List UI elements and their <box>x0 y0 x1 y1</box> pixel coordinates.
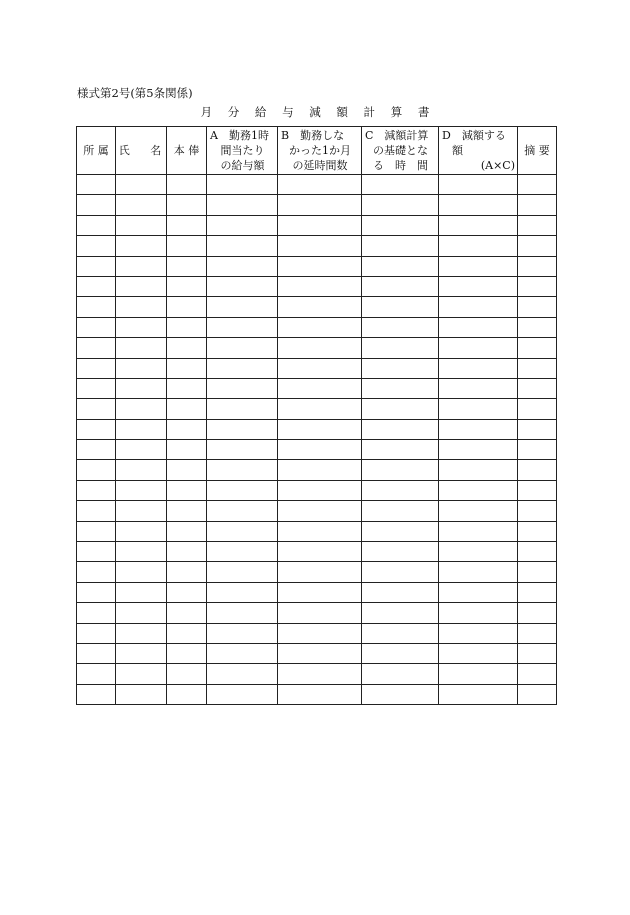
cell-base-salary <box>167 460 207 480</box>
table-row <box>77 480 557 500</box>
cell-col-c <box>362 623 439 643</box>
cell-remarks <box>518 297 557 317</box>
cell-base-salary <box>167 664 207 684</box>
cell-col-d <box>439 175 518 195</box>
cell-base-salary <box>167 358 207 378</box>
cell-base-salary <box>167 521 207 541</box>
cell-col-c <box>362 338 439 358</box>
table-row <box>77 562 557 582</box>
cell-col-b <box>278 664 362 684</box>
cell-base-salary <box>167 195 207 215</box>
cell-col-a <box>207 236 278 256</box>
cell-col-a <box>207 684 278 704</box>
cell-col-a <box>207 378 278 398</box>
cell-name <box>116 338 167 358</box>
cell-name <box>116 358 167 378</box>
cell-base-salary <box>167 562 207 582</box>
header-col-b-line-2: かった1か月 <box>289 144 351 157</box>
cell-col-d <box>439 684 518 704</box>
cell-name <box>116 276 167 296</box>
document-title: 月 分 給 与 減 額 計 算 書 <box>200 105 436 119</box>
cell-base-salary <box>167 542 207 562</box>
cell-remarks <box>518 521 557 541</box>
cell-col-a <box>207 562 278 582</box>
cell-base-salary <box>167 440 207 460</box>
cell-col-c <box>362 236 439 256</box>
cell-col-c <box>362 480 439 500</box>
table-row <box>77 603 557 623</box>
cell-affiliation <box>77 521 116 541</box>
cell-col-c <box>362 358 439 378</box>
cell-col-c <box>362 215 439 235</box>
cell-name <box>116 643 167 663</box>
cell-col-d <box>439 623 518 643</box>
cell-affiliation <box>77 215 116 235</box>
cell-col-d <box>439 521 518 541</box>
cell-remarks <box>518 358 557 378</box>
cell-col-d <box>439 317 518 337</box>
table-row <box>77 195 557 215</box>
cell-remarks <box>518 664 557 684</box>
cell-col-a <box>207 542 278 562</box>
cell-remarks <box>518 501 557 521</box>
cell-col-b <box>278 501 362 521</box>
cell-col-c <box>362 276 439 296</box>
cell-affiliation <box>77 603 116 623</box>
cell-col-a <box>207 501 278 521</box>
cell-col-b <box>278 236 362 256</box>
cell-col-b <box>278 460 362 480</box>
cell-col-d <box>439 215 518 235</box>
cell-base-salary <box>167 501 207 521</box>
cell-base-salary <box>167 276 207 296</box>
cell-affiliation <box>77 276 116 296</box>
table-row <box>77 664 557 684</box>
cell-remarks <box>518 643 557 663</box>
cell-base-salary <box>167 684 207 704</box>
cell-col-b <box>278 521 362 541</box>
cell-remarks <box>518 562 557 582</box>
table-row <box>77 582 557 602</box>
cell-col-d <box>439 542 518 562</box>
cell-col-c <box>362 684 439 704</box>
cell-col-d <box>439 195 518 215</box>
cell-col-b <box>278 562 362 582</box>
cell-affiliation <box>77 399 116 419</box>
cell-remarks <box>518 378 557 398</box>
cell-remarks <box>518 542 557 562</box>
cell-col-d <box>439 419 518 439</box>
cell-remarks <box>518 440 557 460</box>
cell-col-c <box>362 582 439 602</box>
cell-col-c <box>362 256 439 276</box>
cell-affiliation <box>77 338 116 358</box>
cell-remarks <box>518 582 557 602</box>
cell-col-d <box>439 236 518 256</box>
cell-col-d <box>439 603 518 623</box>
cell-col-c <box>362 460 439 480</box>
cell-name <box>116 215 167 235</box>
cell-remarks <box>518 623 557 643</box>
cell-col-a <box>207 317 278 337</box>
cell-col-b <box>278 256 362 276</box>
form-number: 様式第2号(第5条関係) <box>77 86 193 100</box>
cell-base-salary <box>167 256 207 276</box>
cell-col-d <box>439 276 518 296</box>
cell-col-d <box>439 378 518 398</box>
cell-affiliation <box>77 582 116 602</box>
cell-name <box>116 460 167 480</box>
cell-affiliation <box>77 419 116 439</box>
cell-name <box>116 317 167 337</box>
cell-base-salary <box>167 175 207 195</box>
cell-name <box>116 501 167 521</box>
cell-remarks <box>518 684 557 704</box>
cell-name <box>116 562 167 582</box>
cell-base-salary <box>167 215 207 235</box>
cell-col-b <box>278 317 362 337</box>
cell-col-c <box>362 317 439 337</box>
header-base-salary: 本 俸 <box>167 127 207 175</box>
cell-col-c <box>362 419 439 439</box>
cell-col-b <box>278 378 362 398</box>
table-row <box>77 542 557 562</box>
cell-col-b <box>278 276 362 296</box>
cell-name <box>116 480 167 500</box>
cell-col-a <box>207 603 278 623</box>
cell-base-salary <box>167 317 207 337</box>
table-row <box>77 338 557 358</box>
cell-name <box>116 256 167 276</box>
cell-col-c <box>362 399 439 419</box>
cell-col-b <box>278 399 362 419</box>
cell-col-c <box>362 643 439 663</box>
cell-base-salary <box>167 236 207 256</box>
header-col-c-line-2: の基礎とな <box>373 144 428 157</box>
table-row <box>77 419 557 439</box>
cell-col-c <box>362 297 439 317</box>
cell-name <box>116 684 167 704</box>
cell-col-b <box>278 175 362 195</box>
header-col-b-line-3: の延時間数 <box>292 159 348 172</box>
cell-remarks <box>518 276 557 296</box>
cell-col-d <box>439 582 518 602</box>
header-col-a-line-3: の給与額 <box>220 159 265 172</box>
table-row <box>77 175 557 195</box>
cell-col-c <box>362 664 439 684</box>
cell-base-salary <box>167 399 207 419</box>
table-row <box>77 440 557 460</box>
cell-col-b <box>278 623 362 643</box>
cell-col-c <box>362 562 439 582</box>
cell-name <box>116 175 167 195</box>
cell-base-salary <box>167 623 207 643</box>
cell-name <box>116 582 167 602</box>
table-row <box>77 297 557 317</box>
cell-col-b <box>278 358 362 378</box>
cell-col-b <box>278 215 362 235</box>
cell-col-b <box>278 643 362 663</box>
table-row <box>77 643 557 663</box>
header-col-b <box>278 127 362 175</box>
cell-col-b <box>278 603 362 623</box>
cell-affiliation <box>77 623 116 643</box>
table-body <box>77 175 557 705</box>
cell-remarks <box>518 215 557 235</box>
cell-col-a <box>207 358 278 378</box>
cell-col-c <box>362 378 439 398</box>
cell-affiliation <box>77 664 116 684</box>
table-row <box>77 256 557 276</box>
cell-col-a <box>207 276 278 296</box>
cell-col-d <box>439 480 518 500</box>
cell-remarks <box>518 603 557 623</box>
header-col-d-line-3: (A×C) <box>480 159 515 172</box>
cell-name <box>116 236 167 256</box>
cell-col-b <box>278 542 362 562</box>
cell-remarks <box>518 195 557 215</box>
cell-remarks <box>518 460 557 480</box>
cell-col-d <box>439 562 518 582</box>
cell-base-salary <box>167 419 207 439</box>
cell-base-salary <box>167 603 207 623</box>
cell-affiliation <box>77 440 116 460</box>
cell-col-c <box>362 603 439 623</box>
header-col-c <box>362 127 439 175</box>
cell-col-b <box>278 297 362 317</box>
cell-name <box>116 603 167 623</box>
cell-col-a <box>207 175 278 195</box>
table-row <box>77 378 557 398</box>
cell-col-b <box>278 582 362 602</box>
header-col-c-line-1: C 減額計算 <box>365 129 429 142</box>
cell-col-b <box>278 480 362 500</box>
cell-col-d <box>439 643 518 663</box>
header-col-a-line-2: 間当たり <box>220 144 265 157</box>
cell-name <box>116 664 167 684</box>
cell-base-salary <box>167 297 207 317</box>
cell-col-a <box>207 338 278 358</box>
salary-reduction-table <box>76 126 557 705</box>
cell-col-d <box>439 338 518 358</box>
table-row <box>77 623 557 643</box>
cell-affiliation <box>77 297 116 317</box>
cell-affiliation <box>77 317 116 337</box>
cell-col-d <box>439 440 518 460</box>
cell-col-a <box>207 460 278 480</box>
cell-affiliation <box>77 256 116 276</box>
cell-name <box>116 195 167 215</box>
cell-col-a <box>207 582 278 602</box>
table-row <box>77 215 557 235</box>
cell-remarks <box>518 338 557 358</box>
cell-affiliation <box>77 358 116 378</box>
header-row <box>77 127 557 175</box>
cell-col-d <box>439 358 518 378</box>
header-col-b-line-1: B 勤務しな <box>281 129 345 142</box>
cell-remarks <box>518 480 557 500</box>
cell-col-a <box>207 256 278 276</box>
cell-remarks <box>518 419 557 439</box>
header-col-a <box>207 127 278 175</box>
cell-remarks <box>518 317 557 337</box>
cell-affiliation <box>77 684 116 704</box>
cell-col-a <box>207 521 278 541</box>
cell-name <box>116 399 167 419</box>
cell-remarks <box>518 399 557 419</box>
cell-affiliation <box>77 460 116 480</box>
cell-base-salary <box>167 378 207 398</box>
table-row <box>77 236 557 256</box>
cell-col-c <box>362 440 439 460</box>
cell-col-a <box>207 664 278 684</box>
cell-affiliation <box>77 643 116 663</box>
cell-col-c <box>362 542 439 562</box>
header-col-d-line-2: 額 <box>452 144 463 157</box>
table-row <box>77 358 557 378</box>
cell-base-salary <box>167 480 207 500</box>
cell-col-a <box>207 419 278 439</box>
cell-base-salary <box>167 338 207 358</box>
cell-affiliation <box>77 562 116 582</box>
table-row <box>77 399 557 419</box>
cell-col-b <box>278 440 362 460</box>
cell-remarks <box>518 256 557 276</box>
cell-col-d <box>439 460 518 480</box>
header-col-d-line-1: D 減額する <box>442 129 506 142</box>
cell-remarks <box>518 236 557 256</box>
cell-col-c <box>362 521 439 541</box>
table-row <box>77 521 557 541</box>
cell-remarks <box>518 175 557 195</box>
cell-name <box>116 378 167 398</box>
cell-col-a <box>207 623 278 643</box>
cell-affiliation <box>77 501 116 521</box>
cell-col-d <box>439 664 518 684</box>
header-col-a-line-1: A 勤務1時 <box>210 129 269 142</box>
cell-col-b <box>278 684 362 704</box>
cell-affiliation <box>77 542 116 562</box>
cell-col-b <box>278 419 362 439</box>
cell-col-c <box>362 195 439 215</box>
cell-col-a <box>207 440 278 460</box>
header-col-c-line-3: る 時 間 <box>373 159 428 172</box>
cell-col-d <box>439 501 518 521</box>
header-affiliation: 所 属 <box>77 127 116 175</box>
cell-col-a <box>207 399 278 419</box>
cell-name <box>116 419 167 439</box>
header-col-d <box>439 127 518 175</box>
cell-col-a <box>207 643 278 663</box>
cell-col-c <box>362 175 439 195</box>
table-row <box>77 684 557 704</box>
cell-name <box>116 623 167 643</box>
cell-col-a <box>207 480 278 500</box>
cell-col-b <box>278 195 362 215</box>
cell-col-a <box>207 297 278 317</box>
cell-col-d <box>439 256 518 276</box>
cell-col-a <box>207 195 278 215</box>
table-row <box>77 460 557 480</box>
cell-affiliation <box>77 195 116 215</box>
cell-affiliation <box>77 480 116 500</box>
cell-col-d <box>439 297 518 317</box>
cell-name <box>116 542 167 562</box>
cell-affiliation <box>77 175 116 195</box>
cell-name <box>116 521 167 541</box>
table-row <box>77 317 557 337</box>
cell-name <box>116 297 167 317</box>
header-name: 氏 名 <box>116 127 167 175</box>
cell-affiliation <box>77 236 116 256</box>
table-row <box>77 276 557 296</box>
table-row <box>77 501 557 521</box>
header-remarks: 摘 要 <box>518 127 557 175</box>
cell-affiliation <box>77 378 116 398</box>
cell-col-c <box>362 501 439 521</box>
cell-col-d <box>439 399 518 419</box>
cell-name <box>116 440 167 460</box>
cell-base-salary <box>167 643 207 663</box>
cell-col-b <box>278 338 362 358</box>
cell-col-a <box>207 215 278 235</box>
cell-base-salary <box>167 582 207 602</box>
